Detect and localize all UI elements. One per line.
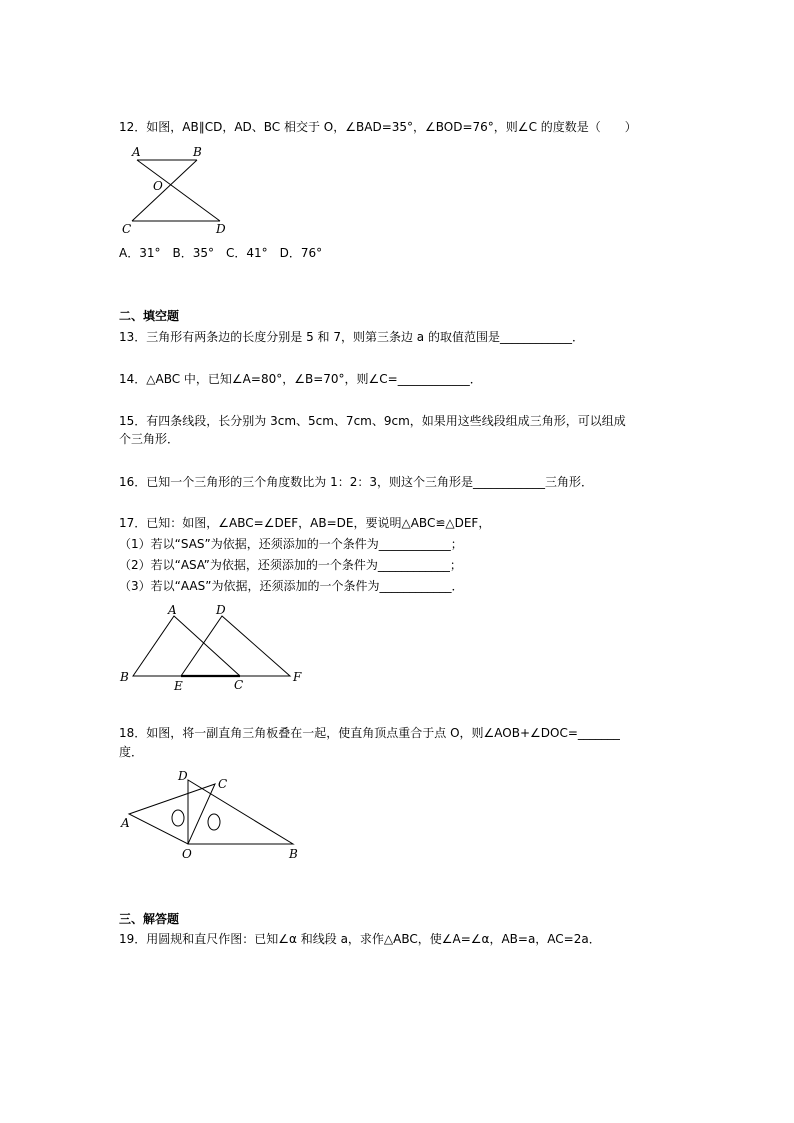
triangle-hole-left (172, 810, 184, 826)
q19-text: 19．用圆规和直尺作图：已知∠α 和线段 a，求作△ABC，使∠A=∠α，AB=a，AC=2a． (119, 932, 601, 946)
label-D: D (216, 222, 226, 236)
label-A: A (132, 145, 141, 159)
q15-line2: 个三角形． (119, 432, 180, 446)
q17-figure (116, 600, 316, 694)
q18-line2: 度． (119, 745, 144, 759)
label-F: F (293, 670, 302, 684)
label-B: B (120, 670, 129, 684)
q12-stem: 12．如图，AB∥CD，AD、BC 相交于 O，∠BAD=35°，∠BOD=76°，则∠C 的度数是（ ） (119, 120, 637, 134)
label-B: B (193, 145, 202, 159)
label-O: O (182, 847, 192, 861)
triangle-DEF (181, 616, 290, 676)
triangle-DOB (188, 780, 293, 844)
label-C: C (234, 678, 244, 692)
q15-line1: 15．有四条线段，长分别为 3cm、5cm、7cm、9cm，如果用这些线段组成三角形，可以组成 (119, 414, 626, 428)
q17-part1: （1）若以“SAS”为依据，还须添加的一个条件为____________； (119, 537, 463, 551)
q14-text: 14．△ABC 中，已知∠A=80°，∠B=70°，则∠C=____________． (119, 372, 482, 386)
q12-options: A．31° B．35° C．41° D．76° (119, 246, 323, 260)
section3-title: 三、解答题 (119, 912, 180, 926)
section2-title: 二、填空题 (119, 309, 180, 323)
triangle-hole-right (208, 814, 220, 830)
label-C: C (218, 777, 228, 791)
label-E: E (174, 679, 183, 693)
segment-BC (132, 160, 197, 221)
triangle-ABC (133, 616, 240, 676)
q18-figure (116, 766, 306, 862)
q17-stem: 17．已知：如图，∠ABC=∠DEF，AB=DE，要说明△ABC≌△DEF， (119, 516, 491, 530)
label-D: D (178, 769, 188, 783)
label-A: A (121, 816, 130, 830)
q17-part3: （3）若以“AAS”为依据，还须添加的一个条件为____________． (119, 579, 464, 593)
q13-text: 13．三角形有两条边的长度分别是 5 和 7，则第三条边 a 的取值范围是____________． (119, 330, 584, 344)
triangle-AOC (129, 784, 215, 844)
q18-line1: 18．如图，将一副直角三角板叠在一起，使直角顶点重合于点 O，则∠AOB+∠DOC=_______ (119, 726, 620, 740)
label-C: C (122, 222, 132, 236)
q12-figure (118, 144, 238, 238)
q16-text: 16．已知一个三角形的三个角度数比为 1：2：3，则这个三角形是____________三角形． (119, 475, 593, 489)
segment-AD (137, 160, 220, 221)
label-A: A (168, 603, 177, 617)
label-D: D (216, 603, 226, 617)
label-O: O (153, 179, 163, 193)
q17-part2: （2）若以“ASA”为依据，还须添加的一个条件为____________； (119, 558, 462, 572)
label-B: B (289, 847, 298, 861)
